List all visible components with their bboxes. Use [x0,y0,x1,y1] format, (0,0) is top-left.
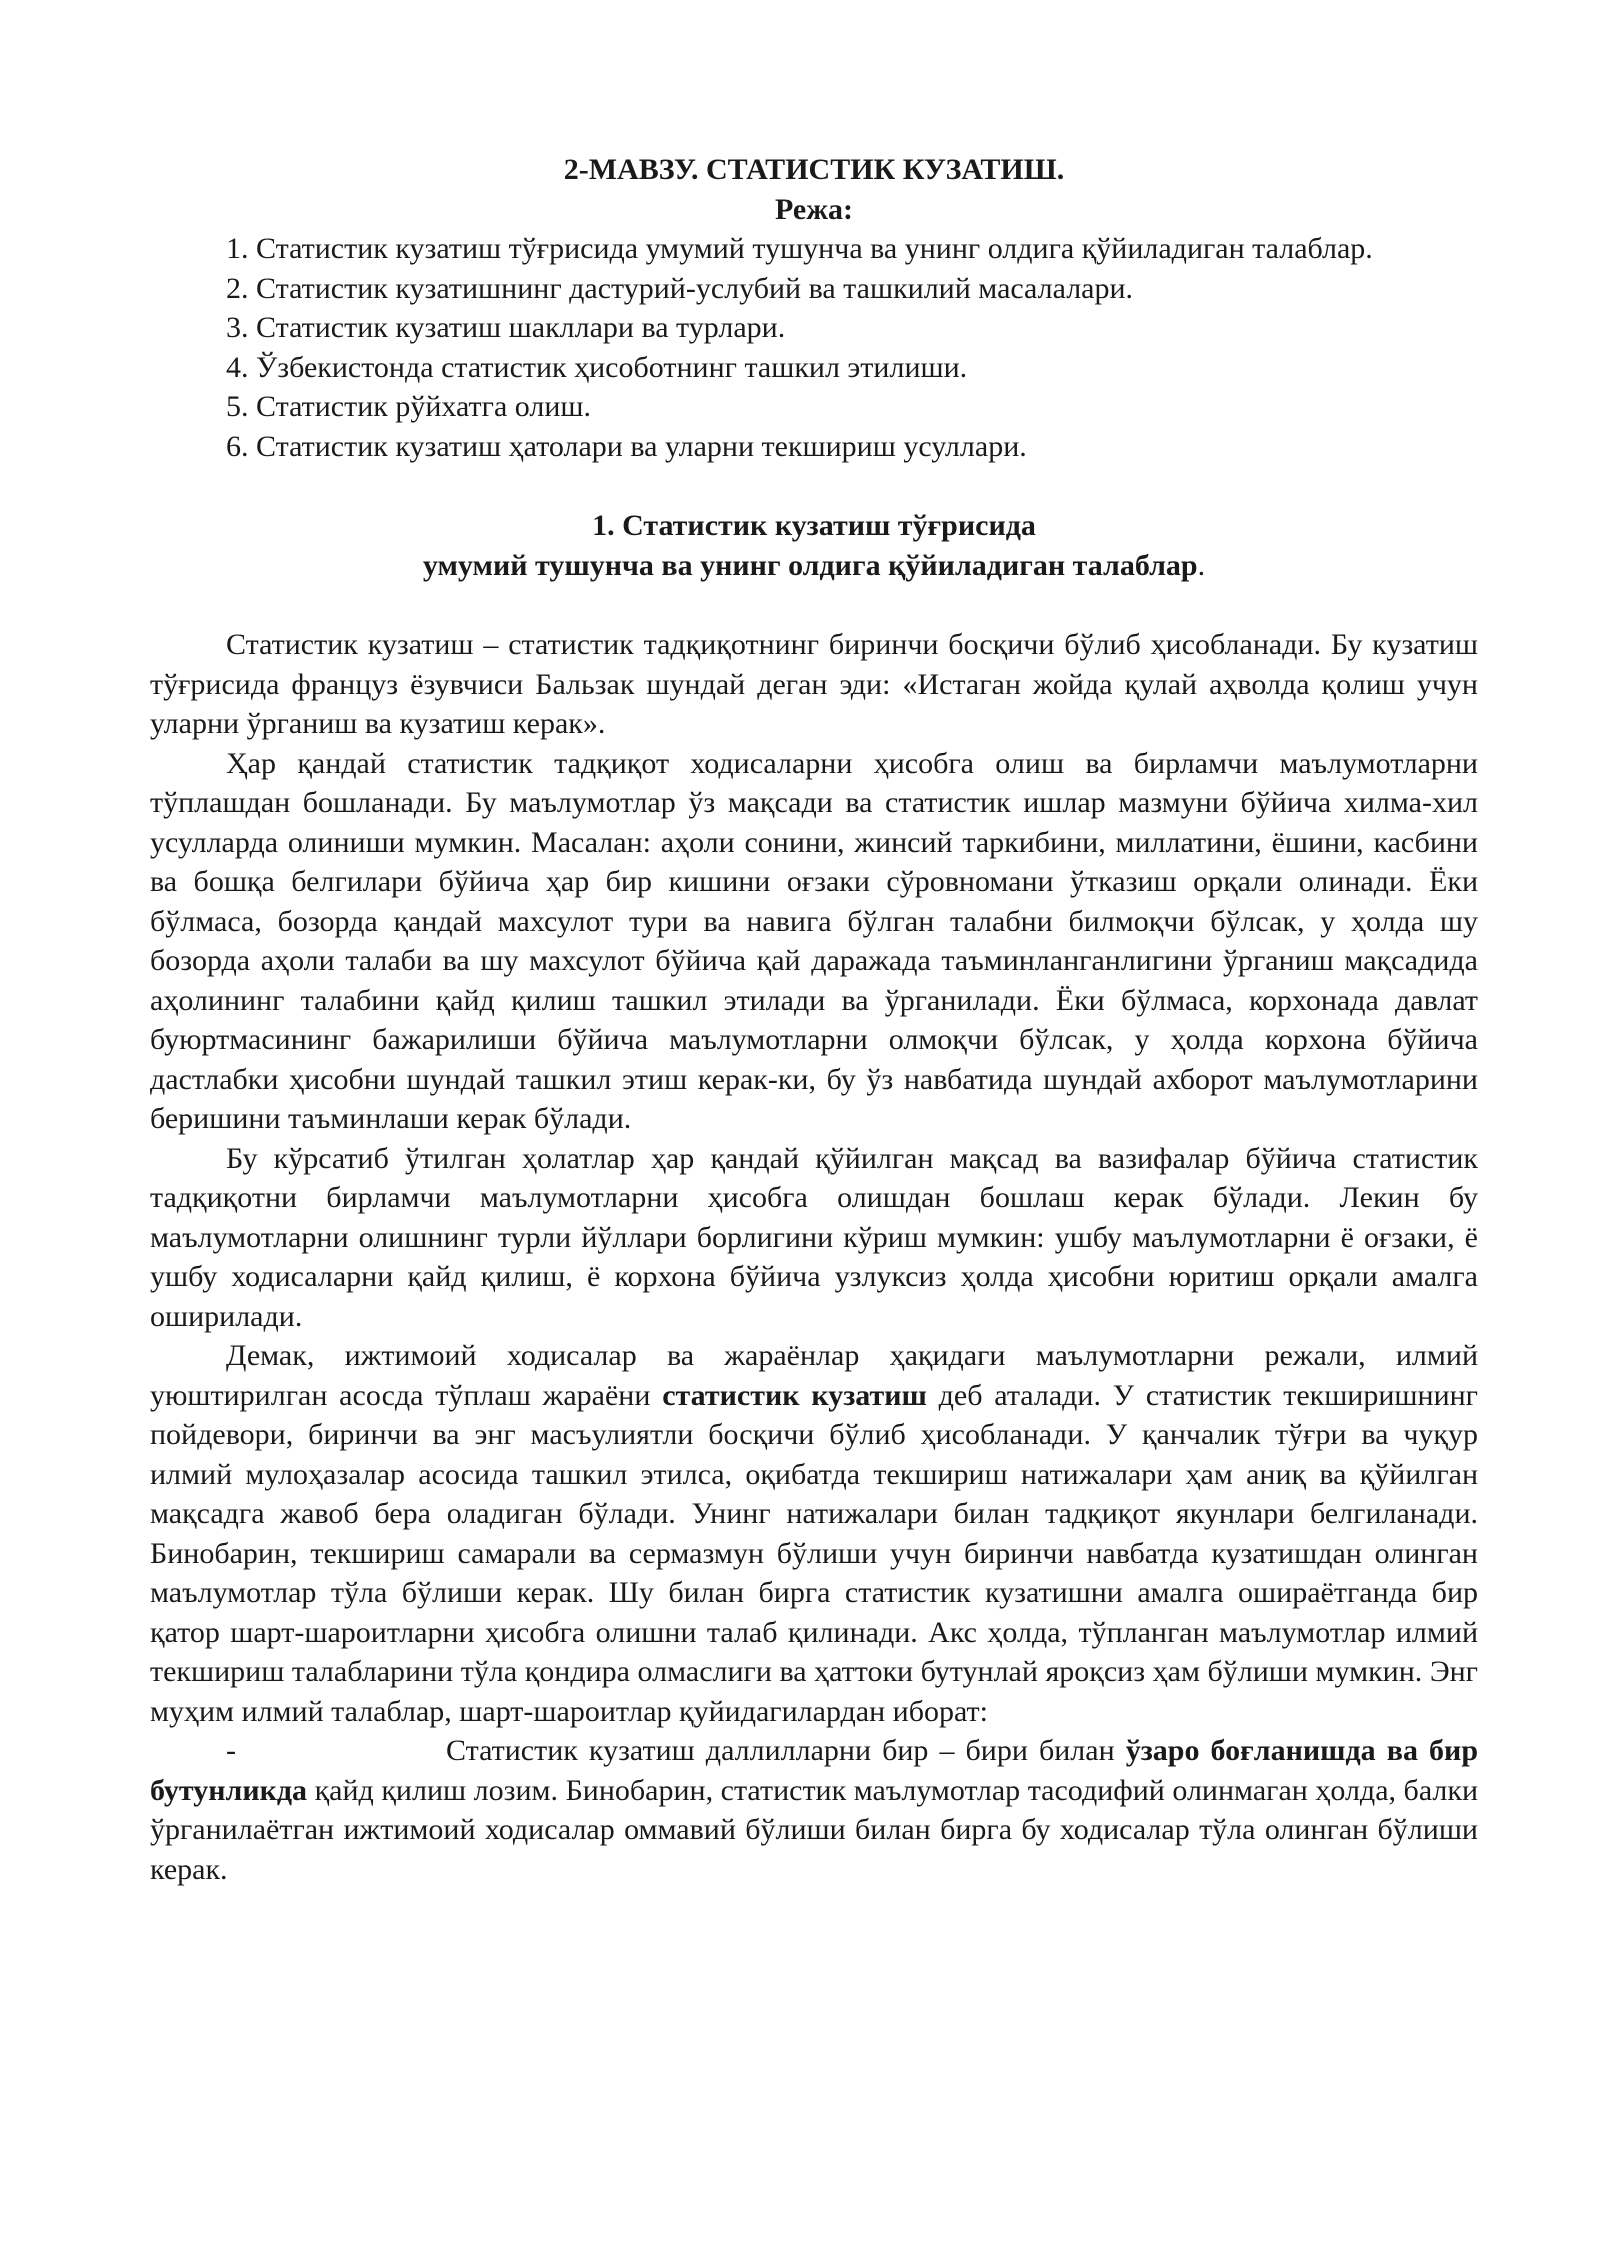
bullet-dash: - [226,1734,236,1767]
bullet-item [150,1731,1478,1889]
paragraph-1: Статистик кузатиш – статистик тадқиқотнинг биринчи босқичи бўлиб ҳисобланади. Бу кузатиш тўғрисида француз ёзувчиси Бальзак шундай деган эди: «Истаган жойда қулай аҳволда қолиш учун уларни ўрганиш ва кузатиш керак». [150,628,1478,740]
plan-item-6: 6. Статистик кузатиш ҳатолари ва уларни текшириш усуллари. [226,429,1027,463]
bullet-end: қайд қилиш лозим. Бинобарин, статистик маълумотлар тасодифий олинмаган ҳолда, балки ўрганилаётган ижтимоий ходисалар оммавий бўлиши билан бирга бу ходисалар тўла олинган бўлиши керак. [150,1773,1478,1886]
paragraph-4 [150,1336,1478,1731]
plan-item-4: 4. Ўзбекистонда статистик ҳисоботнинг ташкил этилиши. [226,350,968,384]
section-heading [150,506,1478,585]
section-heading-line2 [150,546,1478,586]
section-heading-line2-text: умумий тушунча ва унинг олдига қўйиладиган талаблар [422,548,1198,582]
paragraph-4-start: Демак, ижтимоий ходисалар ва жараёнлар ҳақидаги маълумотларни режали, илмий уюштирилган асосда тўплаш жараёни [150,1339,1478,1412]
paragraph-2: Ҳар қандай статистик тадқиқот ходисаларни ҳисобга олиш ва бирламчи маълумотларни тўплашдан бошланади. Бу маълумотлар ўз мақсади ва статистик ишлар мазмуни бўйича хилма-хил усулларда олиниши мумкин. Масалан: аҳоли сонини, жинсий таркибини, миллатини, ёшини, касбини ва бошқа белгилари бўйича ҳар бир кишини оғзаки сўровномани ўтказиш орқали олинади. Ёки бўлмаса, бозорда қандай махсулот тури ва навига бўлган талабни билмоқчи бўлсак, у ҳолда шу бозорда аҳоли талаби ва шу махсулот бўйича қай даражада таъминланганлигини ўрганиш мақсадида аҳолининг талабини қайд қилиш ташкил этилади ва ўрганилади. Ёки бўлмаса, корхонада давлат буюртмасининг бажарилиши бўйича маълумотларни олмоқчи бўлсак, у ҳолда корхона бўйича дастлабки ҳисобни шундай ташкил этиш керак-ки, бу ўз навбатида шундай ахборот маълумотларини беришини таъминлаши керак бўлади. [150,746,1478,1135]
plan-item-1: 1. Статистик кузатиш тўғрисида умумий тушунча ва унинг олдига қўйиладиган талаблар. [226,232,1373,265]
paragraph-3: Бу кўрсатиб ўтилган ҳолатлар ҳар қандай қўйилган мақсад ва вазифалар бўйича статистик тадқиқотни бирламчи маълумотларни ҳисобга олишдан бошлаш керак бўлади. Лекин бу маълумотларни олишнинг турли йўллари борлигини кўриш мумкин: ушбу маълумотларни ё оғзаки, ё ушбу ходисаларни қайд қилиш, ё корхона бўйича узлуксиз ҳолда ҳисобни юритиш орқали амалга оширилади. [150,1141,1478,1333]
paragraph-4-end: деб аталади. У статистик текширишнинг пойдевори, биринчи ва энг масъулиятли босқичи бўлиб ҳисобланади. У қанчалик тўғри ва чуқур илмий мулоҳазалар асосида ташкил этилса, оқибатда текшириш натижалари ҳам аниқ ва қўйилган мақсадга жавоб бера оладиган бўлади. Унинг натижалари билан тадқиқот якунлари белгиланади. Бинобарин, текшириш самарали ва сермазмун бўлиши учун биринчи навбатда кузатишдан олинган маълумотлар тўла бўлиши керак. Шу билан бирга статистик кузатишни амалга ошираётганда бир қатор шарт-шароитларни ҳисобга олишни талаб қилинади. Акс ҳолда, тўпланган маълумотлар илмий текшириш талабларини тўла қондира олмаслиги ва ҳаттоки бутунлай яроқсиз ҳам бўлиши мумкин. Энг муҳим илмий талаблар, шарт-шароитлар қуйидагилардан иборат: [150,1378,1478,1728]
bullet-start: Статистик кузатиш даллилларни бир – бири билан [446,1734,1126,1767]
bullet-bold: ўзаро боғланишда ва бир бутунликда [150,1734,1478,1807]
section-heading-line1: 1. Статистик кузатиш тўғрисида [592,509,1036,542]
plan-list [150,229,1478,466]
document-page [150,150,1478,1889]
page-title: 2-МАВЗУ. СТАТИСТИК КУЗАТИШ. [563,153,1065,186]
plan-heading: Режа: [775,192,853,226]
plan-item-2: 2. Статистик кузатишнинг дастурий-услубий ва ташкилий масалалари. [226,271,1134,305]
paragraph-4-term: статистик кузатиш [662,1378,927,1412]
plan-item-5: 5. Статистик рўйхатга олиш. [226,390,592,423]
section-heading-period: . [1197,548,1206,582]
plan-item-3: 3. Статистик кузатиш шакллари ва турлари. [226,311,786,344]
